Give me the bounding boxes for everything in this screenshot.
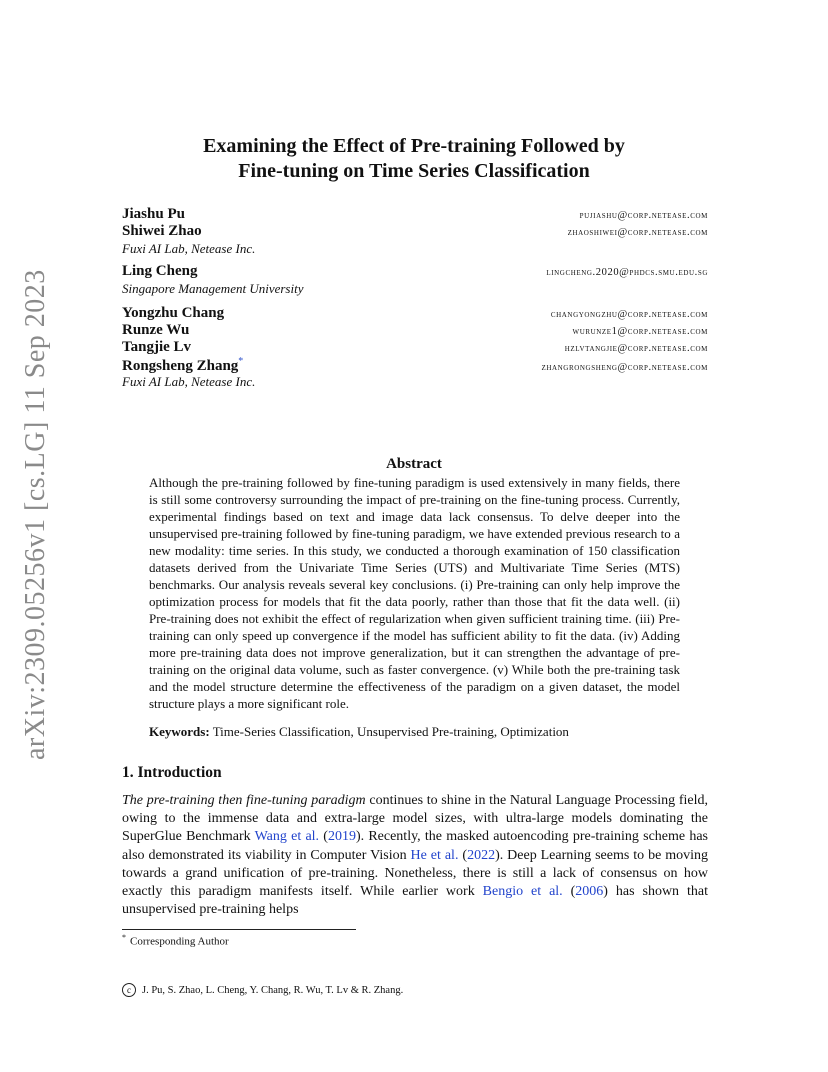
arxiv-identifier: arXiv:2309.05256v1 [cs.LG] 11 Sep 2023 <box>20 269 51 760</box>
author-name: Yongzhu Chang <box>122 305 225 321</box>
author-row <box>122 322 708 339</box>
author-group-1 <box>122 206 708 258</box>
paper-title <box>120 134 708 184</box>
author-row <box>122 339 708 356</box>
author-affiliation: Fuxi AI Lab, Netease Inc. <box>122 374 256 389</box>
author-row <box>122 305 708 322</box>
author-email: zhangrongsheng@corp.netease.com <box>541 362 708 373</box>
citation-link[interactable]: Wang et al. <box>254 829 320 845</box>
footnote-mark: * <box>122 933 126 942</box>
keywords-list: Time-Series Classification, Unsupervised Pre-training, Optimization <box>212 724 569 739</box>
author-name: Ling Cheng <box>122 263 198 279</box>
citation-link[interactable]: He et al. <box>410 847 459 863</box>
author-group-2 <box>122 263 708 298</box>
footnote-rule <box>122 929 356 930</box>
author-email: wurunze1@corp.netease.com <box>572 326 708 337</box>
copyright-line <box>122 983 403 997</box>
footnote <box>122 933 229 948</box>
author-name: Tangjie Lv <box>122 339 192 355</box>
intro-text: ) has shown that unsupervised pre-training helps <box>122 884 708 918</box>
author-row <box>122 206 708 223</box>
intro-text: continues to shine in the Natural Language Processing field, owing to the immense data and extra-large model sizes, with ultra-large models dominating the SuperGlue Benchmark <box>122 793 708 845</box>
copyright-icon: c <box>122 983 136 997</box>
intro-italic-lead: The pre-training then fine-tuning paradigm <box>122 793 366 808</box>
citation-year-link[interactable]: 2006 <box>575 884 604 900</box>
citation-link[interactable]: Bengio et al. <box>482 884 563 900</box>
author-row <box>122 263 708 280</box>
author-email: changyongzhu@corp.netease.com <box>550 309 708 320</box>
author-email: lingcheng.2020@phdcs.smu.edu.sg <box>546 267 708 278</box>
intro-text: ). Recently, the masked autoencoding pre-training scheme has also demonstrated its viability in Computer Vision <box>122 829 708 863</box>
intro-text: ). Deep Learning seems to be moving towards a grand unification of pre-training. Nonetheless, there is still a lack of consensus on how exactly this paradigm manifests itself. While earlier work <box>122 847 709 900</box>
author-group-3 <box>122 305 708 391</box>
keywords <box>149 723 680 740</box>
author-row <box>122 356 708 373</box>
citation-year-link[interactable]: 2022 <box>467 847 496 863</box>
section-heading-introduction: 1. Introduction <box>122 764 222 781</box>
author-affiliation: Fuxi AI Lab, Netease Inc. <box>122 241 256 256</box>
author-email: hzlvtangjie@corp.netease.com <box>564 343 708 354</box>
author-name: Jiashu Pu <box>122 206 185 222</box>
author-name: Shiwei Zhao <box>122 223 202 239</box>
author-affiliation: Singapore Management University <box>122 281 304 296</box>
abstract-heading: Abstract <box>386 456 442 472</box>
copyright-text: J. Pu, S. Zhao, L. Cheng, Y. Chang, R. Wu, T. Lv & R. Zhang. <box>142 984 404 996</box>
author-email: zhaoshiwei@corp.netease.com <box>567 227 708 238</box>
author-name: Runze Wu <box>122 322 190 338</box>
author-email: pujiashu@corp.netease.com <box>579 210 708 221</box>
citation-year-link[interactable]: 2019 <box>327 829 356 845</box>
keywords-label: Keywords: <box>149 724 210 739</box>
author-name-text: Rongsheng Zhang <box>122 358 239 374</box>
author-row <box>122 223 708 240</box>
corresponding-author-mark[interactable]: * <box>238 356 244 367</box>
abstract-text: Although the pre-training followed by fine-tuning paradigm is used extensively in many fields, there is still some controversy surrounding the impact of pre-training on the fine-tuning process. Currently, experimental findings based on text and image data lack consensus. To delve deeper into the unsupervised pre-training followed by fine-tuning paradigm, we have extended previous research to a new modality: time series. In this study, we conducted a thorough examination of 150 classification datasets derived from the Univariate Time Series (UTS) and Multivariate Time Series (MTS) benchmarks. Our analysis reveals several key conclusions. (i) Pre-training can only help improve the optimization process for models that fit the data poorly, rather than those that fit the data well. (ii) Pre-training does not exhibit the effect of regularization when given sufficient training time. (iii) Pre-training can only speed up convergence if the model has sufficient ability to fit the data. (iv) Adding more pre-training data does not improve generalization, but it can strengthen the advantage of pre-training on the original data volume, such as faster convergence. (v) While both the pre-training task and the model structure determine the effectiveness of the paradigm on a given dataset, the model structure plays a more significant role. <box>149 475 680 711</box>
introduction-paragraph: The pre-training then fine-tuning paradigm continues to shine in the Natural Language Processing field, owing to the immense data and extra-large model sizes, with ultra-large models dominating the SuperGlue Benchmark Wang et al. (2019). Recently, the masked autoencoding pre-training scheme has also demonstrated its viability in Computer Vision He et al. (2022). Deep Learning seems to be moving towards a grand unification of pre-training. Nonetheless, there is still a lack of consensus on how exactly this paradigm manifests itself. While earlier work Bengio et al. (2006) has shown that unsupervised pre-training helps <box>122 793 709 918</box>
title-line-1: Examining the Effect of Pre-training Followed by <box>203 135 625 157</box>
footnote-text: Corresponding Author <box>130 935 229 948</box>
title-line-2: Fine-tuning on Time Series Classification <box>238 160 590 182</box>
